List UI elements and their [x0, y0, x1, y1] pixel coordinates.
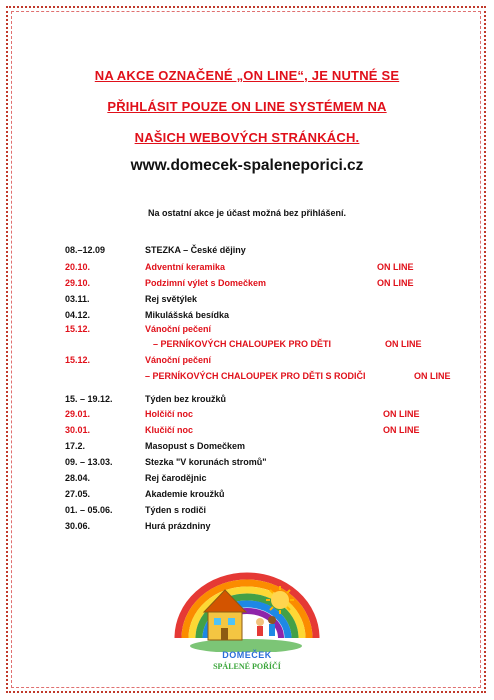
- notice-line-1: NA AKCE OZNAČENÉ „ON LINE“, JE NUTNÉ SE: [94, 68, 400, 83]
- event-title: Rej světýlek: [145, 294, 198, 304]
- event-date: 30.01.: [65, 425, 91, 435]
- event-title: Holčičí noc: [145, 409, 194, 419]
- event-title: Mikulášská besídka: [145, 310, 230, 320]
- event-title: Stezka "V korunách stromů": [145, 457, 267, 467]
- event-date: 08.–12.09: [65, 245, 106, 255]
- online-badge: ON LINE: [383, 409, 420, 419]
- notice-line-3: NAŠICH WEBOVÝCH STRÁNKÁCH.: [134, 130, 360, 145]
- online-badge: ON LINE: [414, 371, 451, 381]
- event-title: Klučičí noc: [145, 425, 194, 435]
- other-events-note: Na ostatní akce je účast možná bez přihlášení.: [147, 208, 347, 218]
- event-date: 29.10.: [65, 278, 91, 288]
- online-badge: ON LINE: [377, 278, 414, 288]
- event-date: 29.01.: [65, 409, 91, 419]
- event-title: Týden s rodiči: [145, 505, 207, 515]
- event-date: 15. – 19.12.: [65, 394, 113, 404]
- event-title: Hurá prázdniny: [145, 521, 211, 531]
- event-title: Vánoční pečení: [145, 324, 212, 334]
- event-title: STEZKA – České dějiny: [145, 245, 246, 255]
- event-date: 27.05.: [65, 489, 91, 499]
- domecek-logo: [168, 560, 326, 678]
- event-date: 30.06.: [65, 521, 91, 531]
- event-date: 17.2.: [65, 441, 86, 451]
- event-title: Týden bez kroužků: [145, 394, 227, 404]
- event-title: Vánoční pečení: [145, 355, 212, 365]
- event-title: Podzimní výlet s Domečkem: [145, 278, 267, 288]
- event-title: Rej čarodějnic: [145, 473, 207, 483]
- event-date: 01. – 05.06.: [65, 505, 113, 515]
- event-title: Adventní keramika: [145, 262, 226, 272]
- notice-line-2: PŘIHLÁSIT POUZE ON LINE SYSTÉMEM NA: [107, 99, 387, 114]
- rainbow-house-illustration: [168, 560, 326, 652]
- event-date: 15.12.: [65, 324, 91, 334]
- event-date: 15.12.: [65, 355, 91, 365]
- event-title: Masopust s Domečkem: [145, 441, 246, 451]
- online-badge: ON LINE: [377, 262, 414, 272]
- event-title: – PERNÍKOVÝCH CHALOUPEK PRO DĚTI S RODIČI: [145, 371, 366, 381]
- online-badge: ON LINE: [385, 339, 422, 349]
- event-title: Akademie kroužků: [145, 489, 225, 499]
- online-badge: ON LINE: [383, 425, 420, 435]
- logo-name: DOMEČEK: [222, 650, 272, 660]
- event-date: 03.11.: [65, 294, 90, 304]
- event-date: 09. – 13.03.: [65, 457, 113, 467]
- event-title: – PERNÍKOVÝCH CHALOUPEK PRO DĚTI: [153, 339, 332, 349]
- website-url[interactable]: www.domecek-spaleneporici.cz: [130, 157, 364, 174]
- logo-place: SPÁLENÉ POŘÍČÍ: [213, 662, 281, 671]
- event-date: 04.12.: [65, 310, 91, 320]
- event-date: 20.10.: [65, 262, 91, 272]
- event-date: 28.04.: [65, 473, 91, 483]
